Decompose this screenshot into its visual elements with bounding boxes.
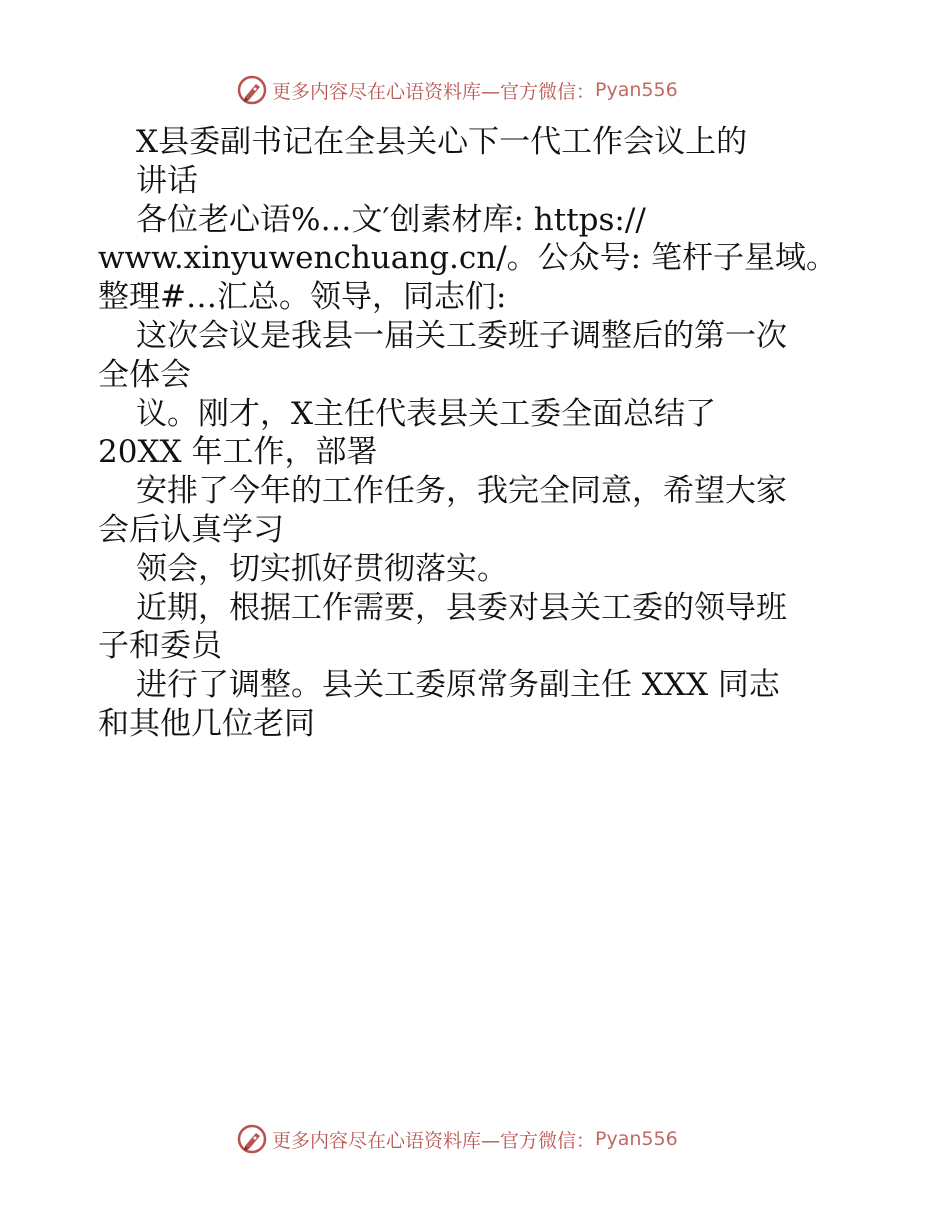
document-line: 安排了今年的工作任务，我完全同意，希望大家 xyxy=(136,473,787,510)
footer-banner-text: 更多内容尽在心语资料库—官方微信： xyxy=(272,1129,596,1152)
header-banner xyxy=(236,72,678,108)
document-line: 子和委员 xyxy=(98,628,222,665)
document-line: 整理#…汇总。领导，同志们: xyxy=(98,279,507,316)
document-line: 20XX 年工作，部署 xyxy=(98,434,378,471)
header-banner-text: 更多内容尽在心语资料库—官方微信： xyxy=(272,80,596,103)
document-line: 议。刚才，X主任代表县关工委全面总结了 xyxy=(136,395,717,432)
document-line: 和其他几位老同 xyxy=(98,705,315,742)
pen-nib-logo-icon xyxy=(236,74,268,106)
document-line: 会后认真学习 xyxy=(98,511,284,548)
document-line: 全体会 xyxy=(98,356,191,393)
footer-banner xyxy=(236,1121,678,1157)
document-line: 进行了调整。县关工委原常务副主任 XXX 同志 xyxy=(136,667,780,704)
document-line: X县委副书记在全县关心下一代工作会议上的 xyxy=(136,124,748,160)
footer-banner-handle: Pyan556 xyxy=(595,1128,678,1150)
document-line: 各位老心语%…文′创素材库: https:// xyxy=(136,201,646,238)
document-body xyxy=(98,123,858,744)
document-line: 这次会议是我县一届关工委班子调整后的第一次 xyxy=(136,317,787,354)
document-line: 近期，根据工作需要，县委对县关工委的领导班 xyxy=(136,589,787,626)
document-line: www.xinyuwenchuang.cn/。公众号: 笔杆子星域。 xyxy=(98,240,837,277)
header-banner-handle: Pyan556 xyxy=(595,79,678,101)
pen-nib-logo-icon xyxy=(236,1123,268,1155)
document-line: 领会，切实抓好贯彻落实。 xyxy=(136,550,508,587)
document-line: 讲话 xyxy=(136,162,198,199)
